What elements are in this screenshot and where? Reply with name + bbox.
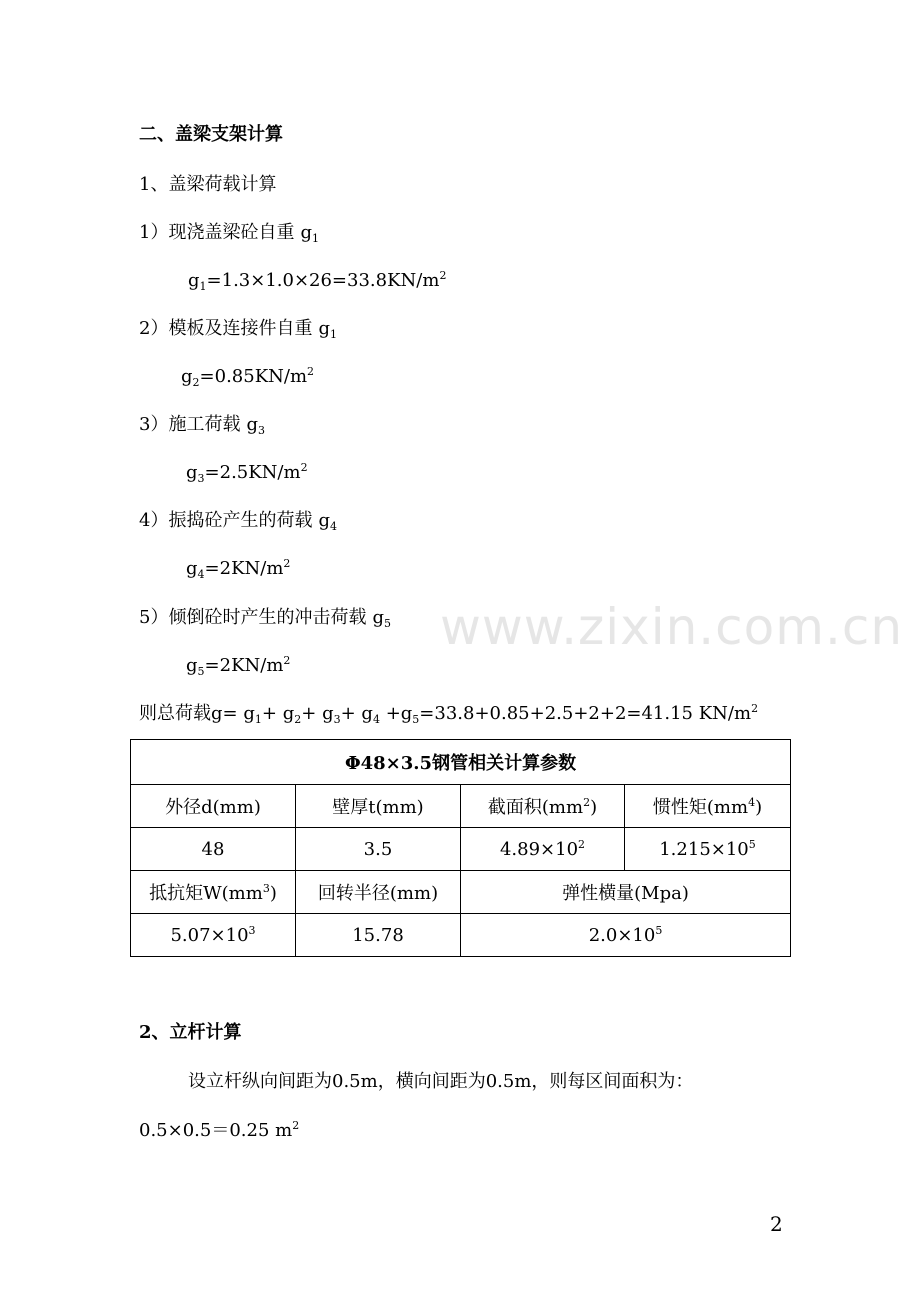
table-cell: $2.0\times 10^5$ [461, 914, 791, 957]
table-row [131, 871, 791, 914]
formula-g2: $g_2=0.85KN/m^2$ [181, 365, 315, 389]
table-cell: 抵抗矩$W(mm^3)$ [131, 871, 296, 914]
table-cell: 截面积$(mm^2)$ [461, 785, 625, 828]
paragraph-line-2: 0.5×0.5＝0.25 $m^2$ [139, 1119, 300, 1141]
load-item-label: 5）倾倒砼时产生的冲击荷载 [139, 607, 367, 628]
table-cell: 壁厚t(mm) [296, 785, 461, 828]
watermark: www.zixin.com.cn [440, 598, 904, 656]
table-row [131, 914, 791, 957]
load-item-4: 4）振捣砼产生的荷载 $g_4$ [139, 510, 337, 533]
table-cell: 48 [131, 828, 296, 871]
paragraph-line-1: 设立杆纵向间距为0.5m，横向间距为0.5m，则每区间面积为： [188, 1071, 694, 1092]
load-item-5: 5）倾倒砼时产生的冲击荷载 $g_5$ [139, 607, 391, 630]
steel-pipe-parameter-table [130, 739, 791, 957]
table-title: Φ48×3.5钢管相关计算参数 [131, 740, 791, 785]
formula-g4: $g_4=2KN/m^2$ [186, 557, 291, 581]
formula-g3: $g_3=2.5KN/m^2$ [186, 461, 308, 485]
table-cell: 外径d(mm) [131, 785, 296, 828]
table-row [131, 785, 791, 828]
total-load-formula: 则总荷载$g= g_1+ g_2+ g_3+ g_4 +g_5=33.8+0.85+2.5+2+2=41.15$ $KN/m^2$ [139, 702, 759, 726]
page-number: 2 [770, 1212, 783, 1236]
table-cell: $1.215\times 10^5$ [625, 828, 791, 871]
table-cell: 惯性矩$(mm^4)$ [625, 785, 791, 828]
load-item-2: 2）模板及连接件自重 $g_1$ [139, 318, 337, 341]
subsection-title-pole: 2、立杆计算 [139, 1022, 242, 1043]
table-title-row [131, 740, 791, 785]
subsection-title-load: 1、盖梁荷载计算 [139, 174, 277, 195]
table-cell: $5.07\times 10^3$ [131, 914, 296, 957]
formula-g5: $g_5=2KN/m^2$ [186, 654, 291, 678]
table-row [131, 828, 791, 871]
load-item-label: 2）模板及连接件自重 [139, 318, 313, 339]
load-item-label: 4）振捣砼产生的荷载 [139, 510, 313, 531]
table-cell: $4.89\times 10^2$ [461, 828, 625, 871]
formula-g1: $g_1=1.3\times 1.0\times 26=33.8KN/m^2$ [188, 269, 447, 293]
load-item-1: 1）现浇盖梁砼自重 $g_1$ [139, 222, 319, 245]
load-item-3: 3）施工荷载 $g_3$ [139, 414, 265, 437]
table-cell: 回转半径(mm) [296, 871, 461, 914]
table-cell: 弹性横量(Mpa) [461, 871, 791, 914]
section-title: 二、盖梁支架计算 [139, 124, 283, 145]
table-cell: 3.5 [296, 828, 461, 871]
table-cell: 15.78 [296, 914, 461, 957]
load-item-label: 1）现浇盖梁砼自重 [139, 222, 295, 243]
load-item-label: 3）施工荷载 [139, 414, 241, 435]
